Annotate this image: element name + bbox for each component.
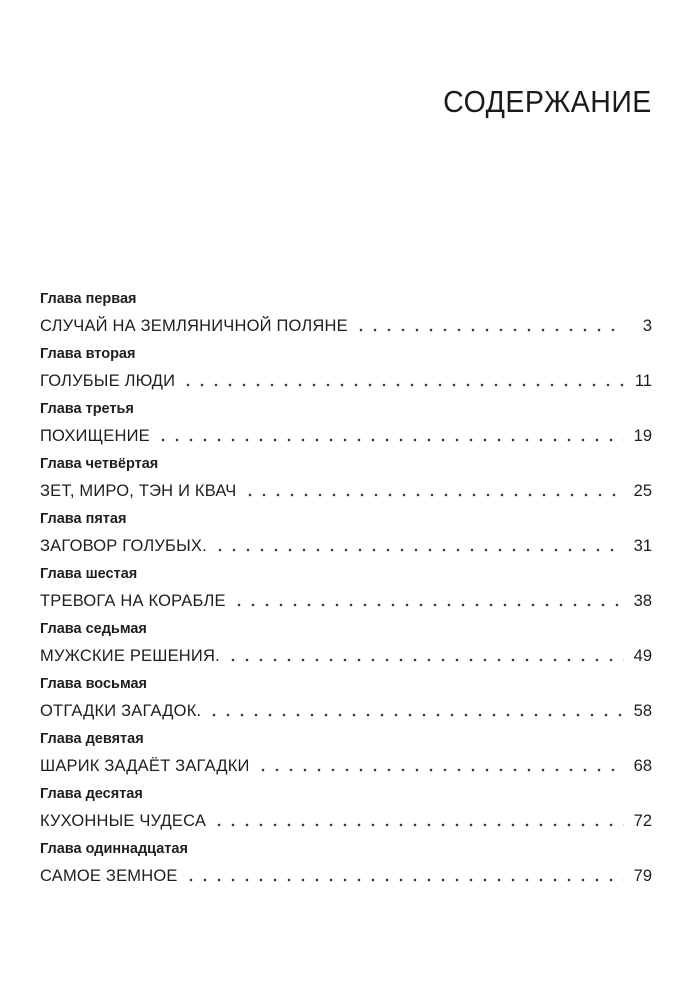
toc-line (40, 315, 652, 337)
dot-leader (226, 658, 624, 662)
toc-entry-11[interactable] (40, 840, 652, 895)
page-number: 68 (633, 757, 652, 775)
toc-entry-8[interactable] (40, 675, 652, 730)
page-number: 11 (634, 372, 652, 390)
toc-entry-9[interactable] (40, 730, 652, 785)
chapter-label: Глава шестая (40, 566, 138, 582)
toc-line (40, 700, 652, 722)
chapter-label: Глава девятая (40, 731, 144, 747)
dot-leader (232, 603, 624, 607)
chapter-label: Глава десятая (40, 786, 143, 802)
chapter-title: САМОЕ ЗЕМНОЕ (40, 867, 178, 885)
toc-line (40, 645, 652, 667)
toc-line (40, 480, 652, 502)
page-number: 58 (633, 702, 652, 720)
dot-leader (256, 768, 624, 772)
chapter-label: Глава третья (40, 401, 134, 417)
toc-line (40, 755, 652, 777)
chapter-title: КУХОННЫЕ ЧУДЕСА (40, 812, 207, 830)
dot-leader (213, 548, 624, 552)
toc-entry-2[interactable] (40, 345, 652, 400)
page-number: 19 (633, 427, 652, 445)
page-number: 79 (633, 867, 652, 885)
chapter-title: ТРЕВОГА НА КОРАБЛЕ (40, 592, 226, 610)
toc-entry-5[interactable] (40, 510, 652, 565)
chapter-title: ОТГАДКИ ЗАГАДОК. (40, 702, 202, 720)
toc-line (40, 370, 652, 392)
chapter-label: Глава четвёртая (40, 456, 159, 472)
page-number: 3 (642, 317, 652, 335)
dot-leader (207, 713, 624, 717)
page-number: 25 (633, 482, 652, 500)
page-number: 49 (633, 647, 652, 665)
toc-entry-1[interactable] (40, 290, 652, 345)
dot-leader (184, 878, 624, 882)
chapter-label: Глава пятая (40, 511, 127, 527)
chapter-label: Глава вторая (40, 346, 136, 362)
page-number: 31 (633, 537, 652, 555)
toc-entry-7[interactable] (40, 620, 652, 675)
page-number: 72 (633, 812, 652, 830)
page-title: СОДЕРЖАНИЕ (443, 84, 652, 119)
toc-line (40, 590, 652, 612)
toc-entry-4[interactable] (40, 455, 652, 510)
chapter-title: ШАРИК ЗАДАЁТ ЗАГАДКИ (40, 757, 250, 775)
toc-entry-10[interactable] (40, 785, 652, 840)
table-of-contents (40, 290, 652, 895)
toc-entry-3[interactable] (40, 400, 652, 455)
chapter-label: Глава одиннадцатая (40, 841, 188, 857)
dot-leader (212, 823, 624, 827)
chapter-title: ЗЕТ, МИРО, ТЭН И КВАЧ (40, 482, 237, 500)
chapter-label: Глава восьмая (40, 676, 148, 692)
toc-line (40, 865, 652, 887)
chapter-title: СЛУЧАЙ НА ЗЕМЛЯНИЧНОЙ ПОЛЯНЕ (40, 317, 348, 335)
toc-entry-6[interactable] (40, 565, 652, 620)
chapter-title: ГОЛУБЫЕ ЛЮДИ (40, 372, 176, 390)
dot-leader (156, 438, 624, 442)
toc-line (40, 535, 652, 557)
chapter-title: МУЖСКИЕ РЕШЕНИЯ. (40, 647, 220, 665)
chapter-label: Глава первая (40, 291, 137, 307)
chapter-label: Глава седьмая (40, 621, 147, 637)
toc-line (40, 810, 652, 832)
toc-line (40, 425, 652, 447)
dot-leader (354, 328, 624, 332)
dot-leader (181, 383, 624, 387)
dot-leader (243, 493, 624, 497)
chapter-title: ПОХИЩЕНИЕ (40, 427, 150, 445)
chapter-title: ЗАГОВОР ГОЛУБЫХ. (40, 537, 207, 555)
page-number: 38 (633, 592, 652, 610)
